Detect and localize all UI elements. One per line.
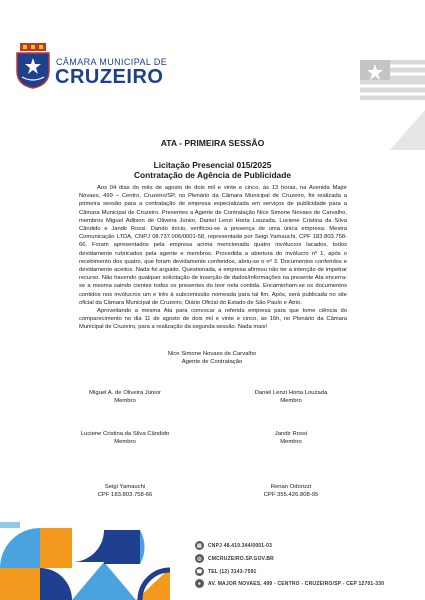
document-icon: ▤ [195,541,204,550]
footer-cnpj [195,541,272,550]
signature-representative-1 [60,483,190,499]
signature-representative-2 [226,483,356,499]
signature-role: Membro [280,439,302,445]
footer-cnpj-text: CNPJ 48.410.344/0001-03 [208,542,273,549]
globe-icon: ◎ [195,554,204,563]
footer-site-text: CMCRUZEIRO.SP.GOV.BR [208,555,274,562]
phone-icon: ☎ [196,568,203,575]
document-title: ATA - PRIMEIRA SESSÃO [160,138,265,148]
signature-name: Renan Odorizzi [270,484,312,490]
location-pin-icon: ● [195,579,204,588]
document-subtitle-2: Contratação de Agência de Publicidade [134,170,291,180]
state-flag-watermark [335,0,425,150]
signature-member-2 [226,389,356,405]
signature-agent [112,350,312,366]
signature-name: Daniel Lenzi Horta Louzada [254,390,328,396]
signature-role: Agente de Contratação [181,359,243,365]
signature-name: Jandir Rossi [274,431,308,437]
footer-address [195,579,384,588]
brand-subtitle: CÂMARA MUNICIPAL DE [56,57,168,67]
footer-site [195,554,274,563]
signature-name: Seigi Yamauchi [104,484,146,490]
footer-decorative-shapes [0,522,210,600]
signature-member-4 [226,430,356,446]
brand-title: CRUZEIRO [55,66,164,88]
signature-role: Membro [280,398,302,404]
footer-phone-text: TEL (12) 3143-7591 [208,568,257,575]
signature-member-3 [60,430,190,446]
signature-name: Miguel A. de Oliveira Júnior [89,390,161,396]
footer-address-text: AV. MAJOR NOVAES, 499 - CENTRO - CRUZEIRO/SP - CEP 12701-330 [208,580,385,587]
body-paragraph-1: Aos 04 dias do mês de agosto de dois mil e vinte e cinco, às 13 horas, na Avenida Major Novaes, 499 – Centro, Cruzeiro/SP, no Plenário da Câmara Municipal de Cruzeiro, foi realizada a primeira sessão para a contratação de empresa especializada em serviços de publicidade para a Câmara Municipal de Cruzeiro. Presentes a Agente de Contratação Nice Simone Novaes de Carvalho, membros Miguel Adilson de Oliveira Júnior, Daniel Lenzi Horta Louzada, Luciene Cristina da Silva Cândido e Jandir Rossi. Dando início, verificou-se a presença de uma única empresa: Mestra Comunicação LTDA, CNPJ 08.737.006/0001-58, representada por Seigi Yamauchi, CPF 183.803.758-66. Foram apresentados pela empresa acima mencionada quatro invólucros lacados, todos devidamente rubricados pela agente e membros. Procedida a abertura do invólucro nº 1, após o recebimento dos quatro, que foram devidamente conferidos, abriu-se o nº 3. Documentos conferidos e devidamente aceitos. Nada foi arguido. Questionada, a empresa afirmou não ter a intenção de impetrar recurso. Não havendo qualquer solicitação de inserção de dados/informações na presente Ata encerra-se a mesma saindo cientes todos os presentes do teor nela contida. Encaminham-se os documentos contidos nos invólucros um e três à subcomissão nomeada para tal fim. Após, será publicada no site oficial da Câmara Municipal de Cruzeiro, Diário Oficial do Estado de São Paulo e Átrio. [79,185,347,306]
signature-role: Membro [114,398,136,404]
signature-document: CPF 355.426.808-95 [263,492,319,498]
signature-role: Membro [114,439,136,445]
body-paragraph-2: Aproveitando a mesma Ata para convocar a referida empresa para que tome ciência do comparecimento no dia 11 de agosto de dois mil e vinte e cinco, às 16h, no Plenário da Câmara Municipal de Cruzeiro, para a realização da segunda sessão. Nada mais! [79,308,347,331]
footer-phone [195,567,257,576]
signature-document: CPF 183.803.758-66 [97,492,153,498]
signature-name: Nice Simone Novaes de Carvalho [167,351,257,357]
municipal-crest-logo [14,43,52,89]
signature-member-1 [60,389,190,405]
signature-name: Luciene Cristina da Silva Cândido [80,431,170,437]
document-subtitle-1: Licitação Presencial 015/2025 [153,160,272,170]
document-body [79,184,347,332]
